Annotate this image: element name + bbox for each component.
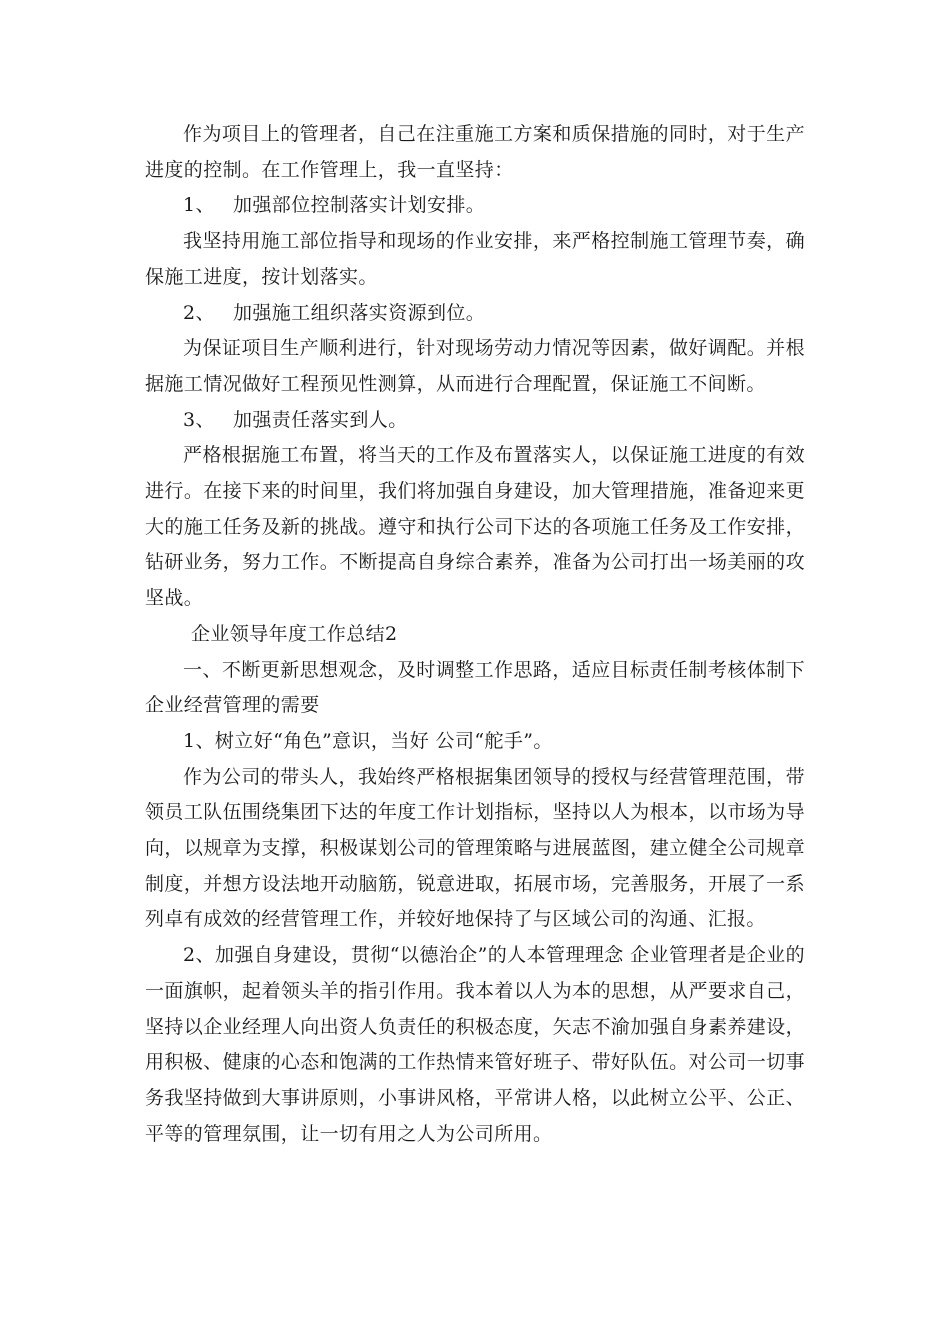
- paragraph: 为保证项目生产顺利进行，针对现场劳动力情况等因素，做好调配。并根据施工情况做好工程预见性测算，从而进行合理配置，保证施工不间断。: [145, 337, 805, 395]
- paragraph: 作为公司的带头人，我始终严格根据集团领导的授权与经营管理范围，带领员工队伍围绕集团下达的年度工作计划指标，坚持以人为根本，以市场为导向，以规章为支撑，积极谋划公司的管理策略与进展蓝图，建立健全公司规章制度，并想方设法地开动脑筋，锐意进取，拓展市场，完善服务，开展了一系列卓有成效的经营管理工作，并较好地保持了与区域公司的沟通、汇报。: [145, 765, 805, 931]
- paragraph: 我坚持用施工部位指导和现场的作业安排，来严格控制施工管理节奏，确保施工进度，按计划落实。: [145, 230, 805, 288]
- list-item: [145, 188, 805, 224]
- list-item-number: 3、: [183, 408, 215, 431]
- list-item-text: 加强部位控制落实计划安排。: [233, 194, 486, 217]
- list-item-number: 2、: [183, 301, 215, 324]
- list-item: [145, 296, 805, 332]
- paragraph: 一、不断更新思想观念，及时调整工作思路，适应目标责任制考核体制下企业经营管理的需要: [145, 658, 805, 717]
- section-heading: 企业领导年度工作总结2: [191, 622, 398, 645]
- paragraph: 作为项目上的管理者，自己在注重施工方案和质保措施的同时，对于生产进度的控制。在工作管理上，我一直坚持：: [145, 123, 805, 181]
- list-item: [145, 403, 805, 439]
- list-item-text: 加强责任落实到人。: [233, 408, 408, 431]
- paragraph: 2、加强自身建设，贯彻“以德治企”的人本管理理念 企业管理者是企业的一面旗帜，起着领头羊的指引作用。我本着以人为本的思想，从严要求自己，坚持以企业经理人向出资人负责任的积极态度，矢志不渝加强自身素养建设，用积极、健康的心态和饱满的工作热情来管好班子、带好队伍。对公司一切事务我坚持做到大事讲原则，小事讲风格，平常讲人格，以此树立公平、公正、平等的管理氛围，让一切有用之人为公司所用。: [145, 944, 805, 1145]
- paragraph: 严格根据施工布置，将当天的工作及布置落实人，以保证施工进度的有效进行。在接下来的时间里，我们将加强自身建设，加大管理措施，准备迎来更大的施工任务及新的挑战。遵守和执行公司下达的各项施工任务及工作安排，钻研业务，努力工作。不断提高自身综合素养，准备为公司打出一场美丽的攻坚战。: [145, 444, 805, 610]
- list-item-number: 1、: [183, 194, 215, 217]
- paragraph: 1、树立好“角色”意识，当好 公司“舵手”。: [183, 729, 553, 752]
- list-item-text: 加强施工组织落实资源到位。: [233, 301, 486, 324]
- document-body: [145, 117, 805, 1152]
